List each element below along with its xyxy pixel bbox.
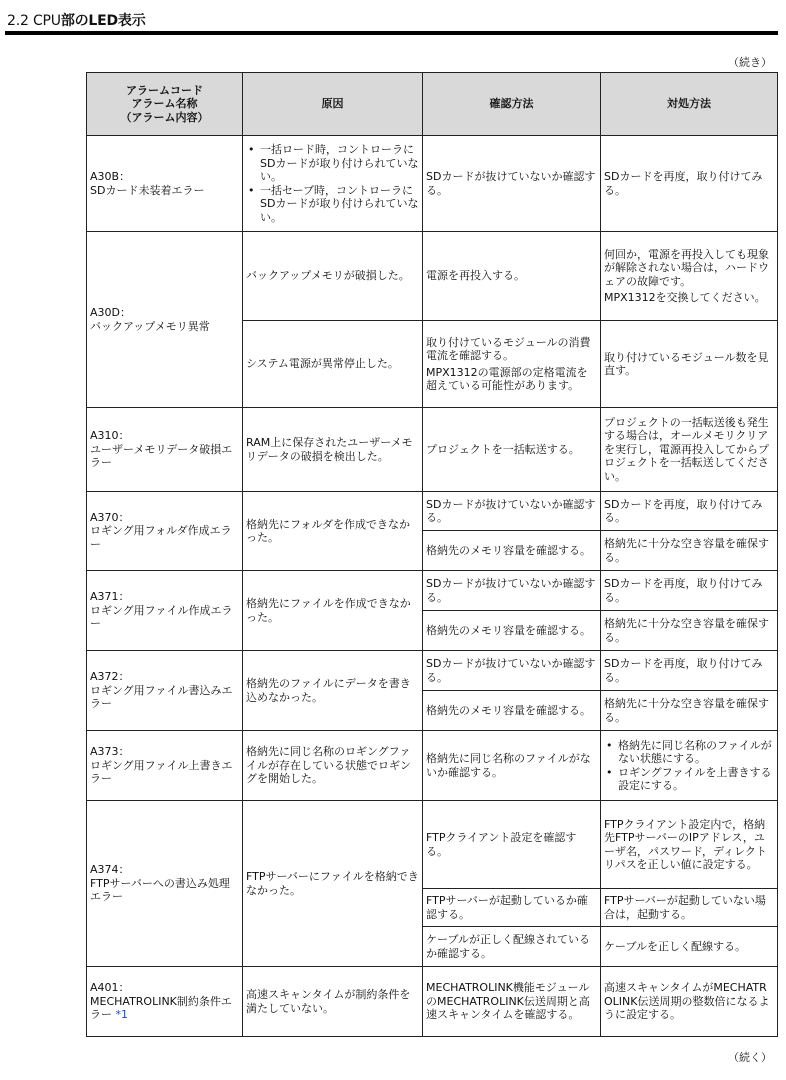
table-row	[87, 801, 778, 889]
action-cell: 格納先に十分な空き容量を確保する。	[601, 691, 778, 731]
action-cell: SDカードを再度，取り付けてみる。	[601, 571, 778, 611]
alarm-name: バックアップメモリ異常	[90, 319, 210, 333]
cause-cell: 格納先にファイルを作成できなかった。	[243, 571, 423, 651]
check-cell: 格納先のメモリ容量を確認する。	[423, 611, 601, 651]
action-cell: プロジェクトの一括転送後も発生する場合は，オールメモリクリアを実行し，電源再投入してからプロジェクトを一括転送してください。	[601, 408, 778, 492]
check-cell: FTPサーバーが起動しているか確認する。	[423, 889, 601, 927]
section-title	[7, 10, 146, 30]
header-code-line: アラーム名称	[131, 97, 198, 111]
alarm-name: ロギング用ファイル上書きエラー	[90, 758, 233, 786]
alarm-code: A401：	[90, 981, 130, 995]
alarm-code-cell	[87, 571, 243, 651]
cause-cell: 格納先に同じ名称のロギングファイルが存在している状態でロギングを開始した。	[243, 731, 423, 801]
alarm-code: A30D：	[90, 306, 131, 319]
action-cell: SDカードを再度，取り付けてみる。	[601, 492, 778, 531]
action-cell: ケーブルを正しく配線する。	[601, 927, 778, 967]
action-cell: 格納先に十分な空き容量を確保する。	[601, 531, 778, 571]
alarm-code-cell	[87, 651, 243, 731]
table-row	[87, 967, 778, 1037]
action-cell: 取り付けているモジュール数を見直す。	[601, 321, 778, 408]
table-row	[87, 651, 778, 691]
list-item: • 一括ロード時，コントローラにSDカードが取り付けられていない。	[246, 143, 419, 184]
list-item: • 格納先に同じ名称のファイルがない状態にする。	[604, 739, 774, 766]
header-code-line: （アラーム内容）	[120, 110, 209, 124]
check-cell	[423, 321, 601, 408]
alarm-name: SDカード未装着エラー	[90, 183, 205, 197]
check-cell: 電源を再投入する。	[423, 232, 601, 321]
check-cell: SDカードが抜けていないか確認する。	[423, 136, 601, 232]
alarm-code-cell	[87, 136, 243, 232]
list-item: • ロギングファイルを上書きする設定にする。	[604, 766, 774, 793]
action-list	[604, 739, 774, 793]
table-row	[87, 731, 778, 801]
alarm-code-cell	[87, 731, 243, 801]
check-cell: 格納先に同じ名称のファイルがないか確認する。	[423, 731, 601, 801]
alarm-code-cell	[87, 232, 243, 408]
alarm-code: A370：	[90, 510, 130, 524]
action-cell: 高速スキャンタイムがMECHATROLINK伝送周期の整数倍になるように設定する。	[601, 967, 778, 1037]
alarm-name: ロギング用フォルダ作成エラー	[90, 524, 232, 551]
action-paragraph: MPX1312を交換してください。	[604, 291, 766, 304]
header-cause: 原因	[243, 73, 423, 136]
check-cell: SDカードが抜けていないか確認する。	[423, 571, 601, 611]
alarm-code: A371：	[90, 590, 130, 604]
action-cell	[601, 232, 778, 321]
alarm-name: ロギング用ファイル作成エラー	[90, 603, 233, 631]
check-cell: プロジェクトを一括転送する。	[423, 408, 601, 492]
alarm-code-cell	[87, 801, 243, 967]
check-cell: 格納先のメモリ容量を確認する。	[423, 531, 601, 571]
check-paragraph: MPX1312の電源部の定格電流を超えている可能性があります。	[426, 365, 588, 392]
section-title-bold: 部のLED表示	[60, 13, 146, 29]
cause-cell: FTPサーバーにファイルを格納できなかった。	[243, 801, 423, 967]
action-cell: SDカードを再度，取り付けてみる。	[601, 651, 778, 691]
table-row	[87, 571, 778, 611]
table-row	[87, 136, 778, 232]
check-cell: MECHATROLINK機能モジュールのMECHATROLINK伝送周期と高速スキャンタイムを確認する。	[423, 967, 601, 1037]
header-check: 確認方法	[423, 73, 601, 136]
continued-bottom-label: （続く）	[728, 1051, 772, 1064]
alarm-code-cell	[87, 492, 243, 571]
alarm-code: A310：	[90, 429, 130, 443]
action-cell	[601, 731, 778, 801]
check-cell: SDカードが抜けていないか確認する。	[423, 651, 601, 691]
alarm-name: ロギング用ファイル書込みエラー	[90, 683, 233, 711]
header-alarm-code	[87, 73, 243, 136]
alarm-code-cell	[87, 408, 243, 492]
alarm-code: A374：	[90, 863, 130, 877]
check-cell: ケーブルが正しく配線されているか確認する。	[423, 927, 601, 967]
table-row	[87, 408, 778, 492]
alarm-code: A372：	[90, 670, 130, 684]
action-cell: SDカードを再度，取り付けてみる。	[601, 136, 778, 232]
check-paragraph: 取り付けているモジュールの消費電流を確認する。	[426, 335, 591, 362]
cause-cell	[243, 136, 423, 232]
alarm-table	[86, 72, 778, 1037]
cause-cell: 格納先のファイルにデータを書き込めなかった。	[243, 651, 423, 731]
alarm-name-wrap	[90, 995, 239, 1022]
cause-cell: 格納先にフォルダを作成できなかった。	[243, 492, 423, 571]
cause-cell: バックアップメモリが破損した。	[243, 232, 423, 321]
action-cell: FTPクライアント設定内で，格納先FTPサーバーのIPアドレス，ユーザ名，パスワード，ディレクトリパスを正しい値に設定する。	[601, 801, 778, 889]
cause-list	[246, 143, 419, 224]
alarm-name: ユーザーメモリデータ破損エラー	[90, 442, 233, 470]
action-cell: FTPサーバーが起動していない場合は，起動する。	[601, 889, 778, 927]
alarm-code-cell	[87, 967, 243, 1037]
header-action: 対処方法	[601, 73, 778, 136]
check-cell: FTPクライアント設定を確認する。	[423, 801, 601, 889]
alarm-name: MECHATROLINK制約条件エラー	[90, 994, 232, 1022]
check-cell: SDカードが抜けていないか確認する。	[423, 492, 601, 531]
table-row	[87, 492, 778, 531]
footnote-link[interactable]: *1	[115, 1008, 128, 1022]
cause-cell: RAM上に保存されたユーザーメモリデータの破損を検出した。	[243, 408, 423, 492]
alarm-name: FTPサーバーへの書込み処理エラー	[90, 876, 230, 904]
action-cell: 格納先に十分な空き容量を確保する。	[601, 611, 778, 651]
check-cell: 格納先のメモリ容量を確認する。	[423, 691, 601, 731]
section-number: 2.2	[7, 13, 29, 29]
list-item: • 一括セーブ時，コントローラにSDカードが取り付けられていない。	[246, 184, 419, 225]
table-header-row	[87, 73, 778, 136]
section-title-prefix: CPU	[32, 13, 61, 29]
alarm-code: A30B：	[90, 170, 131, 183]
alarm-code: A373：	[90, 745, 130, 759]
continued-top-label: （続き）	[728, 56, 772, 69]
title-rule	[5, 31, 778, 35]
cause-cell: システム電源が異常停止した。	[243, 321, 423, 408]
table-row	[87, 232, 778, 321]
header-code-line: アラームコード	[126, 83, 203, 97]
action-paragraph: 何回か，電源を再投入しても現象が解除されない場合は，ハードウェアの故障です。	[604, 247, 769, 288]
cause-cell: 高速スキャンタイムが制約条件を満たしていない。	[243, 967, 423, 1037]
